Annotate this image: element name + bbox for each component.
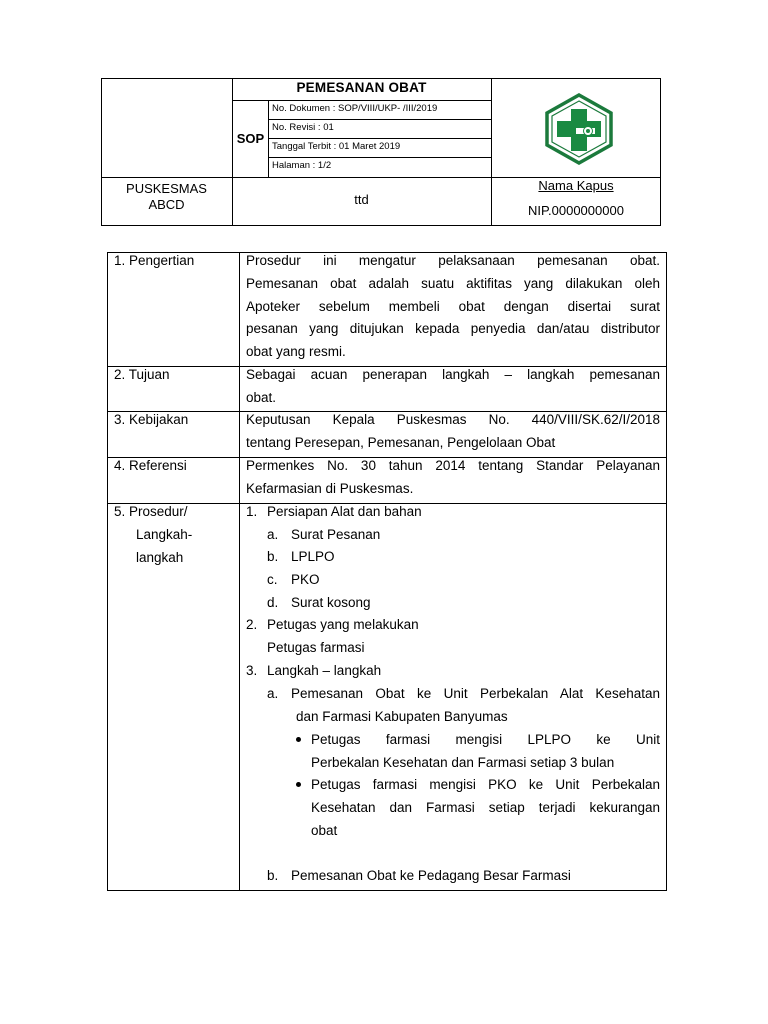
text-line: pesanan yang ditujukan kepada penyedia dan/atau distributor (246, 321, 660, 337)
head-nip: NIP.0000000000 (528, 203, 624, 218)
list-letter: c. (267, 572, 278, 587)
bullet-item (311, 729, 660, 775)
step-title: Persiapan Alat dan bahan (267, 504, 422, 519)
section-text-pengertian (246, 250, 660, 364)
step-number: 1. (246, 504, 258, 519)
section-label-pengertian: 1. Pengertian (114, 253, 195, 268)
revision-number: No. Revisi : 01 (272, 122, 334, 133)
section-label-kebijakan: 3. Kebijakan (114, 412, 189, 427)
section-text-kebijakan (246, 409, 660, 455)
header-row-line-1 (268, 119, 491, 120)
organization-line-1: PUSKESMAS (126, 181, 207, 196)
text-line: obat (311, 822, 338, 838)
puskesmas-logo-icon (543, 93, 615, 165)
page-number: Halaman : 1/2 (272, 160, 332, 171)
text-line: Pemesanan obat adalah suatu aktifitas yang dilakukan oleh (246, 275, 660, 291)
sop-label: SOP (236, 131, 265, 146)
substep-b: Pemesanan Obat ke Pedagang Besar Farmasi (291, 868, 571, 883)
header-row-line-3 (268, 157, 491, 158)
step-number: 3. (246, 663, 258, 678)
bullet-icon (296, 782, 301, 787)
list-letter: a. (267, 527, 279, 542)
step-title: Langkah – langkah (267, 663, 382, 678)
text-line: Permenkes No. 30 tahun 2014 tentang Standar Pelayanan (246, 458, 660, 473)
header-border-bottom (101, 225, 661, 226)
header-title-underline (232, 100, 491, 101)
text-line: Petugas farmasi mengisi PKO ke Unit Perbekalan (311, 777, 660, 792)
header-row-line-2 (268, 138, 491, 139)
organization-name (101, 181, 232, 213)
text-line: obat. (246, 389, 277, 405)
text-line: Keputusan Kepala Puskesmas No. 440/VIII/SK.62/I/2018 (246, 412, 660, 427)
content-border-left (107, 252, 108, 890)
text-line: Perbekalan Kesehatan dan Farmasi setiap 3 bulan (311, 754, 615, 770)
text-line: obat yang resmi. (246, 344, 346, 360)
step-number: 2. (246, 617, 258, 632)
list-letter: b. (267, 549, 279, 564)
section-text-tujuan (246, 364, 660, 410)
issue-date: Tanggal Terbit : 01 Maret 2019 (272, 141, 401, 152)
list-item: PKO (291, 572, 320, 587)
list-item: LPLPO (291, 549, 335, 564)
bullet-icon (296, 737, 301, 742)
page-title: PEMESANAN OBAT (296, 80, 427, 95)
list-letter: a. (267, 686, 279, 701)
section-label-prosedur-2: Langkah- (136, 527, 193, 542)
list-item: Surat Pesanan (291, 527, 381, 542)
doc-number: No. Dokumen : SOP/VIII/UKP- /III/2019 (272, 103, 438, 114)
substep-a (291, 683, 660, 706)
section-label-tujuan: 2. Tujuan (114, 367, 170, 382)
organization-line-2: ABCD (148, 197, 185, 212)
text-line: Apoteker sebelum membeli obat dengan disertai surat (246, 298, 660, 314)
text-line: Pemesanan Obat ke Unit Perbekalan Alat Kesehatan (291, 686, 660, 701)
section-label-prosedur-3: langkah (136, 550, 184, 565)
list-letter: d. (267, 595, 279, 610)
step-title: Petugas yang melakukan (267, 617, 419, 632)
head-name: Nama Kapus (538, 178, 614, 193)
content-border-bottom (107, 890, 667, 891)
list-item: Surat kosong (291, 595, 371, 610)
text-line: Kefarmasian di Puskesmas. (246, 480, 414, 496)
content-column-divider (239, 252, 240, 890)
text-line: Sebagai acuan penerapan langkah – langkah pemesanan (246, 367, 660, 382)
step-subtext: Petugas farmasi (267, 640, 365, 655)
bullet-item (311, 774, 660, 842)
text-line: dan Farmasi Kabupaten Banyumas (296, 709, 508, 724)
section-label-prosedur: 5. Prosedur/ (114, 504, 188, 519)
section-text-referensi (246, 455, 660, 501)
text-line: Petugas farmasi mengisi LPLPO ke Unit (311, 732, 660, 747)
header-sop-divider (268, 100, 269, 178)
text-line: Prosedur ini mengatur pelaksanaan pemesanan obat. (246, 253, 660, 268)
text-line: Kesehatan dan Farmasi setiap terjadi kekurangan (311, 799, 660, 815)
signature: ttd (354, 192, 369, 207)
text-line: tentang Peresepan, Pemesanan, Pengelolaan Obat (246, 434, 556, 450)
content-border-right (666, 252, 667, 890)
list-letter: b. (267, 868, 279, 883)
header-border-top (101, 78, 661, 79)
section-label-referensi: 4. Referensi (114, 458, 187, 473)
